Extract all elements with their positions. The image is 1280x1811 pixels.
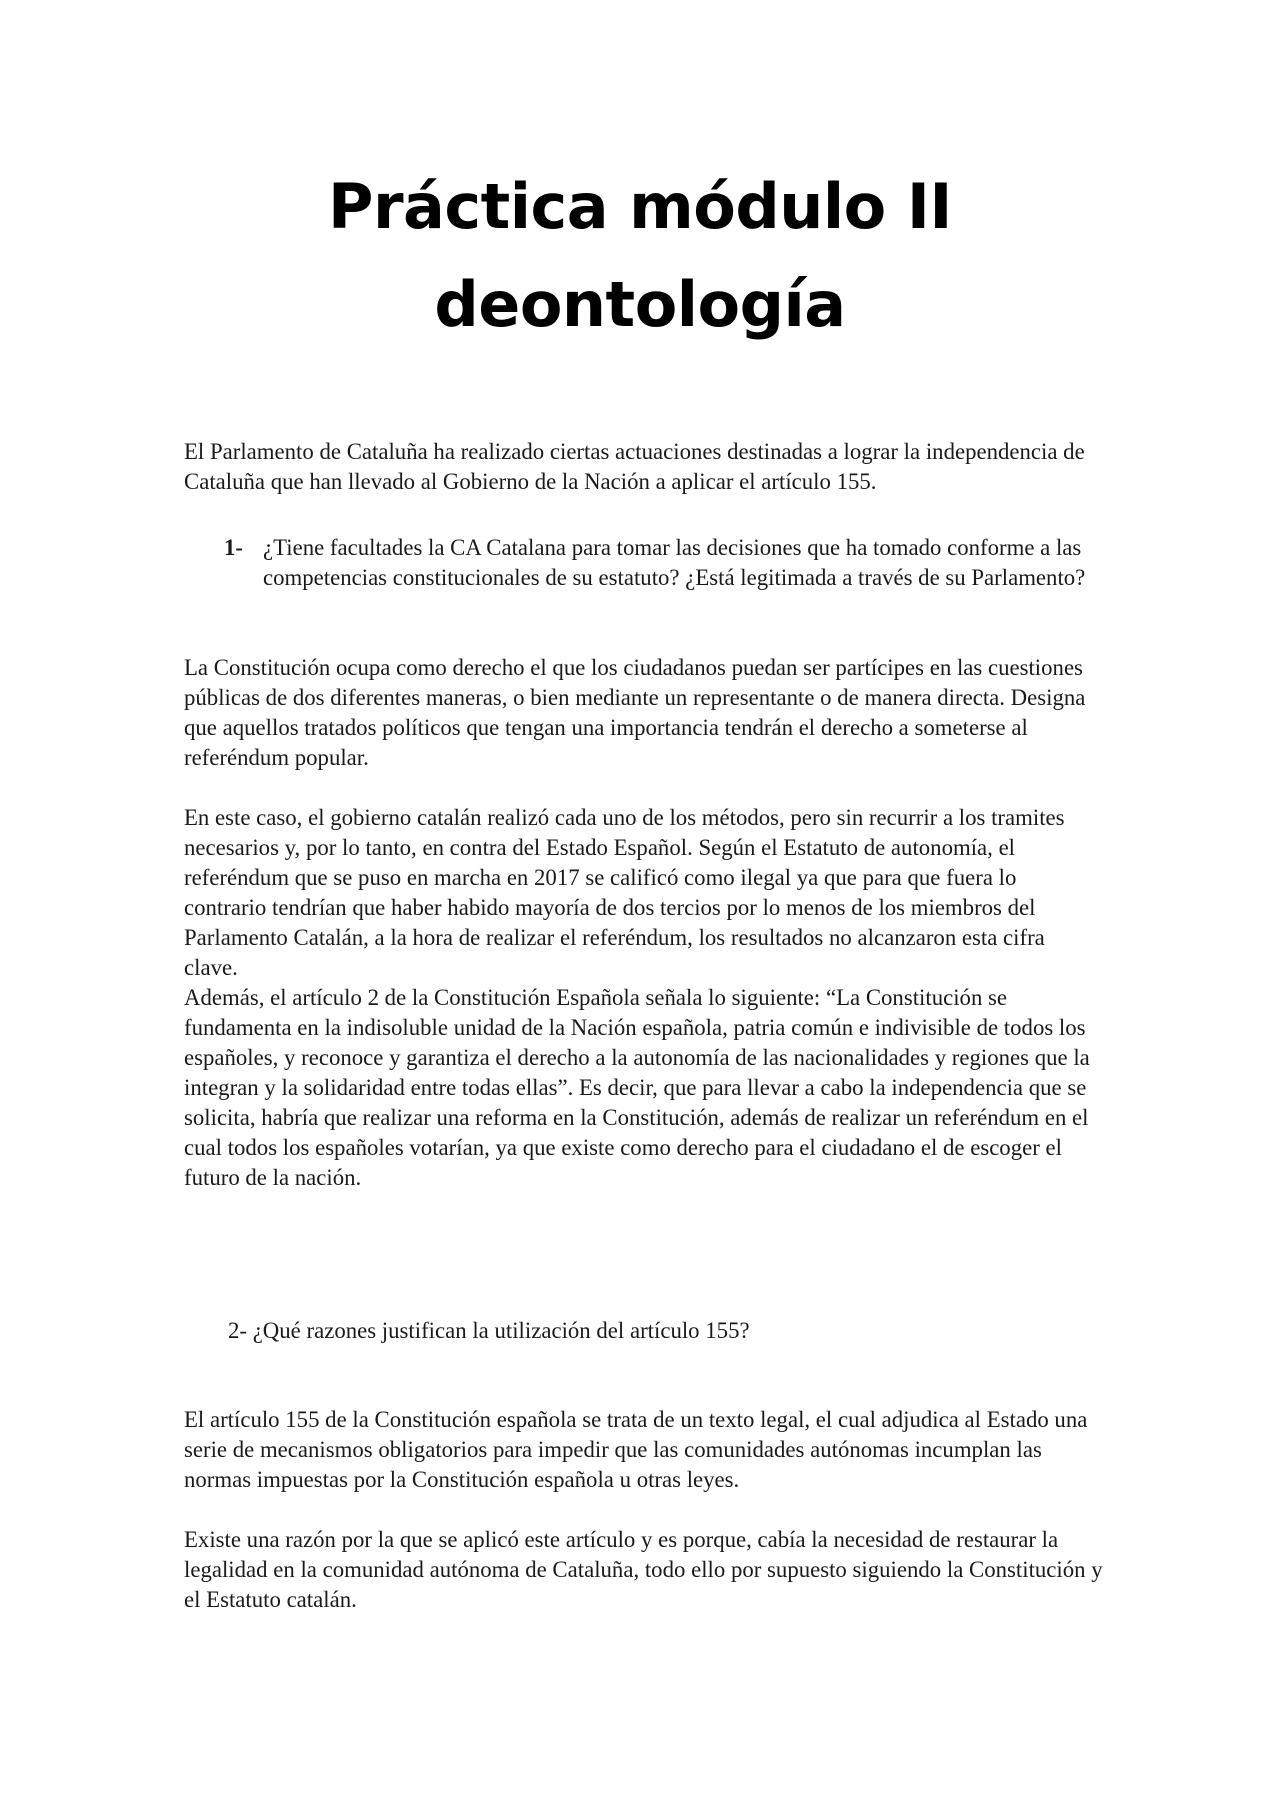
answer-2-paragraph-2: Existe una razón por la que se aplicó este artículo y es porque, cabía la necesidad de restaurar la legalidad en la comunidad autónoma de Cataluña, todo ello por supuesto siguiendo la Constitución y el Estatuto catalán. xyxy=(184,1527,1103,1612)
answer-1-paragraph-2: En este caso, el gobierno catalán realizó cada uno de los métodos, pero sin recurrir a los tramites necesarios y, por lo tanto, en contra del Estado Español. Según el Estatuto de autonomía, el referéndum que se puso en marcha en 2017 se calificó como ilegal ya que para que fuera lo contrario tendrían que haber habido mayoría de dos tercios por lo menos de los miembros del Parlamento Catalán, a la hora de realizar el referéndum, los resultados no alcanzaron esta cifra clave. xyxy=(184,805,1065,980)
document-title xyxy=(0,158,1280,354)
question-1-text: ¿Tiene facultades la CA Catalana para tomar las decisiones que ha tomado conforme a las competencias constitucionales de su estatuto? ¿Está legitimada a través de su Parlamento? xyxy=(263,535,1086,590)
question-2: 2- ¿Qué razones justifican la utilización del artículo 155? xyxy=(228,1318,750,1343)
intro-paragraph: El Parlamento de Cataluña ha realizado ciertas actuaciones destinadas a lograr la independencia de Cataluña que han llevado al Gobierno de la Nación a aplicar el artículo 155. xyxy=(184,439,1085,494)
answer-1-paragraph-3: Además, el artículo 2 de la Constitución Española señala lo siguiente: “La Constitución se fundamenta en la indisoluble unidad de la Nación española, patria común e indivisible de todos los españoles, y reconoce y garantiza el derecho a la autonomía de las nacionalidades y regiones que la integran y la solidaridad entre todas ellas”. Es decir, que para llevar a cabo la independencia que se solicita, habría que realizar una reforma en la Constitución, además de realizar un referéndum en el cual todos los españoles votarían, ya que existe como derecho para el ciudadano el de escoger el futuro de la nación. xyxy=(184,985,1090,1190)
title-line-2: deontología xyxy=(434,268,846,341)
title-line-1: Práctica módulo II xyxy=(328,170,952,243)
question-1 xyxy=(184,533,1104,593)
answer-1-paragraph-1: La Constitución ocupa como derecho el que los ciudadanos puedan ser partícipes en las cuestiones públicas de dos diferentes maneras, o bien mediante un representante o de manera directa. Designa que aquellos tratados políticos que tengan una importancia tendrán el derecho a someterse al referéndum popular. xyxy=(184,655,1086,770)
question-1-number: 1- xyxy=(224,535,243,560)
answer-2-paragraph-1: El artículo 155 de la Constitución española se trata de un texto legal, el cual adjudica al Estado una serie de mecanismos obligatorios para impedir que las comunidades autónomas incumplan las normas impuestas por la Constitución española u otras leyes. xyxy=(184,1407,1088,1492)
